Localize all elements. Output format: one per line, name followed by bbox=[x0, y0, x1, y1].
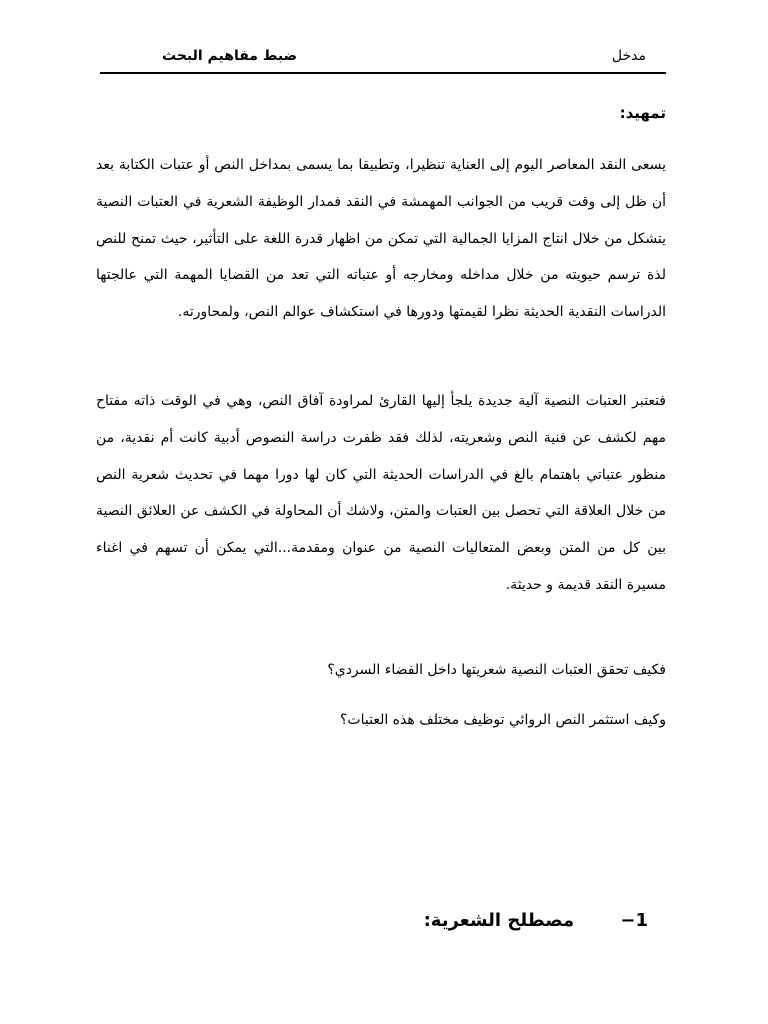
intro-paragraph-2: فتعتبر العتبات النصية آلية جديدة يلجأ إليها القارئ لمراودة آفاق النص، وهي في الوقت ذاته مفتاح مهم لكشف عن فنية النص وشعريته، لذلك فقد ظفرت دراسة النصوص أدبية كانت أم نقدية، من منظور عتباتي باهتمام بالغ في الدراسات الحديثة التي كان لها دورا مهما في تحديث شعرية النص من خلال العلاقة التي تحصل بين العتبات والمتن، ولاشك أن المحاولة في الكشف عن العلائق النصية بين كل من المتن وبعض المتعاليات النصية من عنوان ومقدمة...التي يمكن أن تسهم في اغناء مسيرة النقد قديمة و حديثة. bbox=[96, 393, 666, 593]
research-question-2: وكيف استثمر النص الروائي توظيف مختلف هذه العتبات؟ bbox=[340, 712, 666, 728]
section-number: 1− bbox=[620, 910, 648, 931]
section-title-text: مصطلح الشعرية: bbox=[423, 910, 575, 931]
intro-heading: تمهيد: bbox=[619, 104, 666, 122]
header-section-label: مدخل bbox=[611, 48, 646, 64]
running-header bbox=[100, 44, 666, 74]
header-chapter-title: ضبط مفاهيم البحث bbox=[162, 48, 298, 64]
section-heading bbox=[424, 910, 648, 931]
intro-paragraph-1: يسعى النقد المعاصر اليوم إلى العناية تنظيرا، وتطبيقا بما يسمى بمداخل النص أو عتبات الكتابة بعد أن ظل إلى وقت قريب من الجوانب المهمشة في النقد فمدار الوظيفة الشعرية في العتبات النصية يتشكل من خلال انتاج المزايا الجمالية التي تمكن من اظهار قدرة اللغة على التأثير، حيث تمنح للنص لذة ترسم حيويته من خلال مداخله ومخارجه أو عتباته التي تعد من القضايا المهمة التي عالجتها الدراسات النقدية الحديثة نظرا لقيمتها ودورها في استكشاف عوالم النص، ولمحاورته. bbox=[96, 157, 666, 321]
research-question-1: فكيف تحقق العتبات النصية شعريتها داخل الفضاء السردي؟ bbox=[327, 662, 666, 678]
